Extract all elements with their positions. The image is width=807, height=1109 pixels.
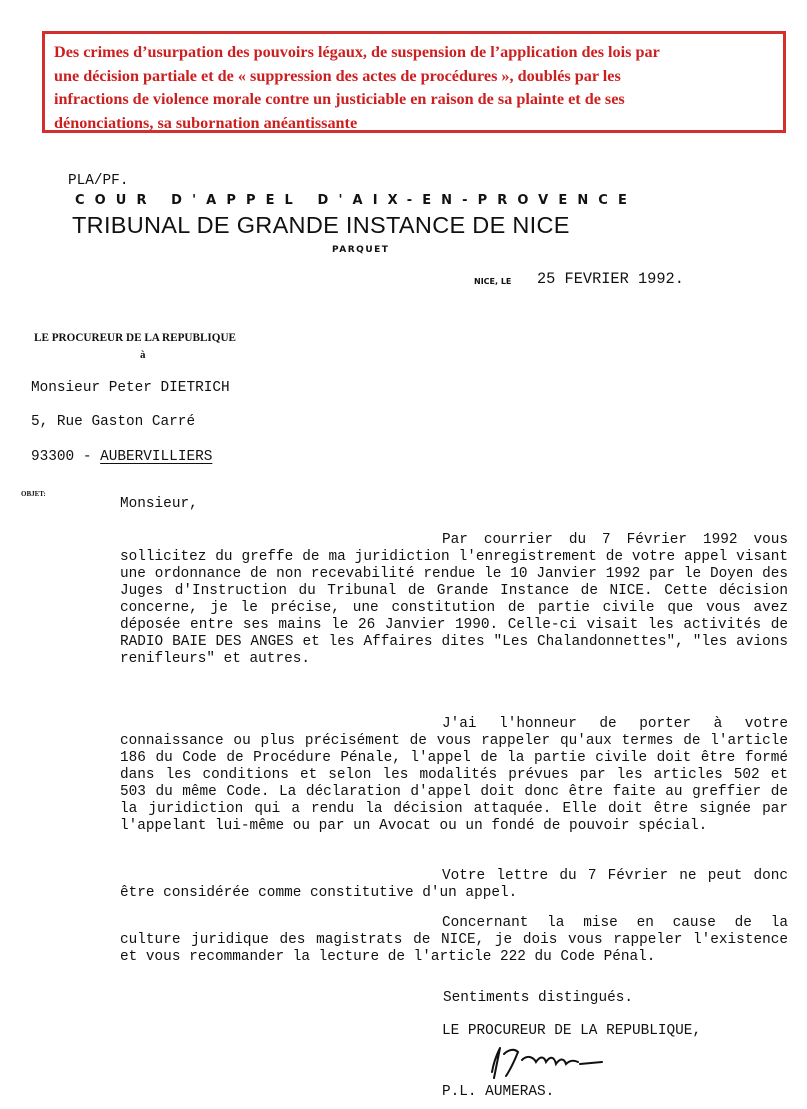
closing-title: LE PROCUREUR DE LA REPUBLIQUE,: [442, 1023, 702, 1039]
letter-paragraph: Par courrier du 7 Février 1992 vous sollicitez du greffe de ma juridiction l'enregistrement de votre appel visant une ordonnance de non recevabilité rendue le 10 Janvier 1992 par le Doyen des Juges d'Instruction du Tribunal de Grande Instance de NICE. Cette décision concerne, je le précise, une constitution de partie civile que vous avez déposée entre ses mains le 26 Janvier 1990. Celle-ci visait les activités de RADIO BAIE DES ANGES et les Affaires dites "Les Chalandonnettes", "les avions renifleurs" et autres.: [120, 532, 788, 667]
recipient-city-line: [31, 449, 212, 465]
tribunal-name: TRIBUNAL DE GRANDE INSTANCE DE NICE: [72, 212, 570, 238]
recipient-postcode: 93300 -: [31, 449, 92, 465]
department-name: PARQUET: [332, 245, 390, 255]
red-banner-notice: [42, 31, 786, 133]
signatory-name: P.L. AUMERAS.: [442, 1084, 555, 1100]
court-name: COUR D'APPEL D'AIX-EN-PROVENCE: [75, 193, 637, 208]
letter-date: 25 FEVRIER 1992.: [537, 270, 684, 288]
handwritten-signature: [484, 1042, 634, 1082]
salutation: Monsieur,: [120, 496, 198, 512]
banner-line: Des crimes d’usurpation des pouvoirs légaux, de suspension de l’application des lois par: [54, 43, 660, 61]
reference-code: PLA/PF.: [68, 173, 129, 189]
place-prefix: NICE, LE: [474, 277, 512, 286]
letter-paragraph: Concernant la mise en cause de la culture juridique des magistrats de NICE, je dois vous rappeler l'existence et vous recommander la lecture de l'article 222 du Code Pénal.: [120, 915, 788, 965]
sender-to: à: [140, 349, 146, 361]
closing-formula: Sentiments distingués.: [443, 990, 633, 1006]
recipient-city: AUBERVILLIERS: [100, 449, 213, 465]
banner-line: une décision partiale et de « suppression des actes de procédures », doublés par les: [54, 66, 621, 85]
letter-paragraph: Votre lettre du 7 Février ne peut donc être considérée comme constitutive d'un appel.: [120, 868, 788, 901]
banner-line: infractions de violence morale contre un justiciable en raison de sa plainte et de ses: [54, 90, 625, 108]
recipient-street: 5, Rue Gaston Carré: [31, 414, 196, 430]
letter-paragraph: J'ai l'honneur de porter à votre connaissance ou plus précisément de vous rappeler qu'aux termes de l'article 186 du Code de Procédure Pénale, l'appel de la partie civile doit être formé dans les conditions et selon les modalités prévues par les articles 502 et 503 du même Code. La déclaration d'appel doit donc être faite au greffier de la juridiction qui a rendu la décision attaquée. Elle doit être signée par l'appelant lui-même ou par un Avocat ou un fondé de pouvoir spécial.: [120, 716, 788, 834]
recipient-name: Monsieur Peter DIETRICH: [31, 380, 230, 396]
subject-label: OBJET:: [21, 490, 46, 498]
sender-title: LE PROCUREUR DE LA REPUBLIQUE: [34, 332, 237, 344]
banner-line: dénonciations, sa subornation anéantissante: [54, 113, 358, 132]
